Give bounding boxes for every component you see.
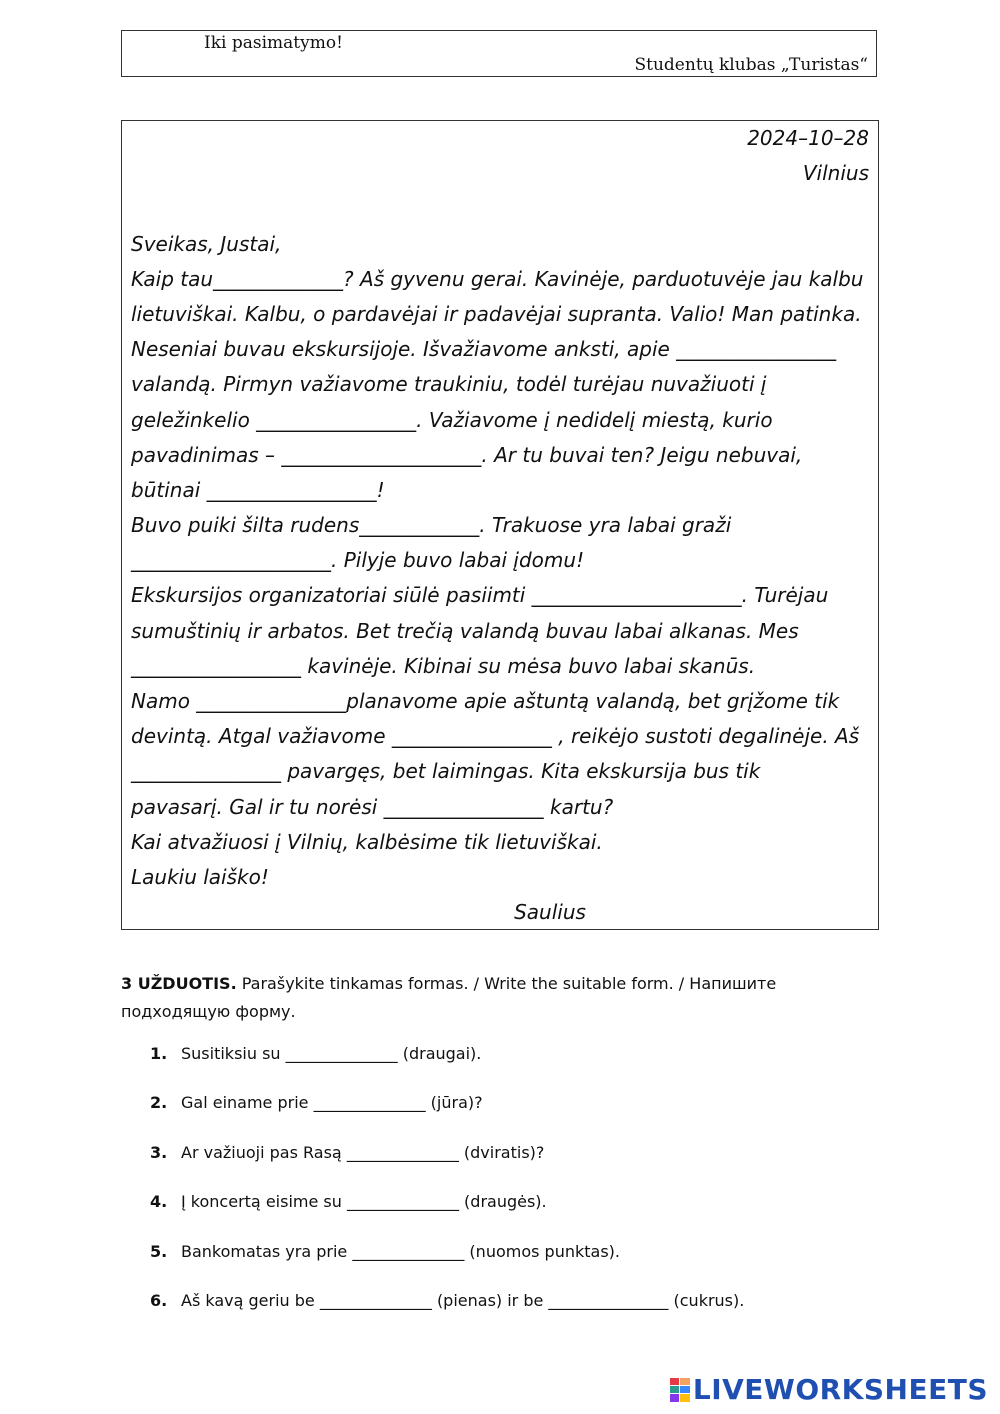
item-number: 4.: [150, 1192, 168, 1212]
letter-line: _________________ kavinėje. Kibinai su mėsa buvo labai skanūs.: [131, 653, 756, 678]
item-number: 2.: [150, 1093, 168, 1113]
list-item: [150, 1139, 910, 1188]
letter-box: [121, 120, 879, 930]
item-number: 5.: [150, 1241, 168, 1261]
letter-city: Vilnius: [802, 161, 869, 186]
letter-line: _______________ pavargęs, bet laimingas. Kita ekskursija bus tik: [131, 759, 761, 784]
task-label: 3 UŽDUOTIS.: [121, 974, 237, 993]
letter-line: geležinkelio ________________. Važiavome į nedidelį miestą, kurio: [131, 407, 773, 432]
letter-line: Ekskursijos organizatoriai siūlė pasiimti _____________________. Turėjau: [131, 583, 829, 608]
list-item: [150, 1188, 910, 1237]
club-name: Studentų klubas „Turistas“: [634, 55, 868, 75]
task-instruction-cont: подходящую форму.: [121, 1002, 296, 1021]
item-text: Gal einame prie ______________ (jūra)?: [181, 1093, 483, 1113]
letter-signature: Saulius: [514, 900, 586, 925]
letter-line: Neseniai buvau ekskursijoje. Išvažiavome anksti, apie ________________: [131, 337, 837, 362]
list-item: [150, 1238, 910, 1287]
letter-line: Sveikas, Justai,: [131, 231, 282, 256]
item-number: 1.: [150, 1044, 168, 1063]
letter-line: ____________________. Pilyje buvo labai įdomu!: [131, 548, 585, 573]
task-instruction: Parašykite tinkamas formas. / Write the suitable form. / Напишите: [241, 974, 777, 993]
item-text: Aš kavą geriu be ______________ (pienas) ir be _______________ (cukrus).: [181, 1290, 745, 1310]
letter-line: valandą. Pirmyn važiavome traukiniu, todėl turėjau nuvažiuoti į: [131, 372, 767, 397]
header-box: [121, 30, 877, 77]
letter-line: Kai atvažiuosi į Vilnių, kalbėsime tik lietuviškai.: [131, 829, 603, 854]
letter-line: lietuviškai. Kalbu, o pardavėjai ir padavėjai supranta. Valio! Man patinka.: [131, 301, 862, 326]
liveworksheets-logo: [670, 1373, 988, 1406]
closing-text: Iki pasimatymo!: [204, 33, 343, 53]
letter-line: pavadinimas – ____________________. Ar tu buvai ten? Jeigu nebuvai,: [131, 442, 803, 467]
item-number: 3.: [150, 1142, 168, 1162]
list-item: [150, 1287, 910, 1336]
list-item: [150, 1040, 910, 1089]
task-heading: [121, 970, 881, 1026]
item-text: Ar važiuoji pas Rasą ______________ (dviratis)?: [181, 1142, 545, 1162]
logo-text: LIVEWORKSHEETS: [692, 1373, 988, 1406]
letter-date: 2024–10–28: [747, 126, 869, 150]
letter-line: Laukiu laiško!: [131, 864, 269, 889]
task-list: [150, 1040, 910, 1336]
list-item: [150, 1089, 910, 1138]
letter-line: Namo _______________planavome apie aštuntą valandą, bet grįžome tik: [131, 689, 840, 713]
letter-line: būtinai _________________!: [131, 477, 385, 502]
letter-line: sumuštinių ir arbatos. Bet trečią valandą buvau labai alkanas. Mes: [131, 618, 799, 643]
item-text: Susitiksiu su ______________ (draugai).: [181, 1044, 482, 1063]
item-number: 6.: [150, 1290, 168, 1310]
letter-line: Buvo puiki šilta rudens____________. Trakuose yra labai graži: [131, 513, 732, 538]
letter-line: devintą. Atgal važiavome ________________ , reikėjo sustoti degalinėje. Aš: [131, 724, 860, 749]
blank-line: [131, 191, 869, 226]
item-text: Bankomatas yra prie ______________ (nuomos punktas).: [181, 1241, 620, 1261]
liveworksheets-logo-icon: [670, 1378, 690, 1402]
item-text: Į koncertą eisime su ______________ (draugės).: [181, 1192, 547, 1212]
letter-line: Kaip tau_____________? Aš gyvenu gerai. Kavinėje, parduotuvėje jau kalbu: [131, 266, 864, 291]
letter-line: pavasarį. Gal ir tu norėsi ________________ kartu?: [131, 794, 614, 819]
